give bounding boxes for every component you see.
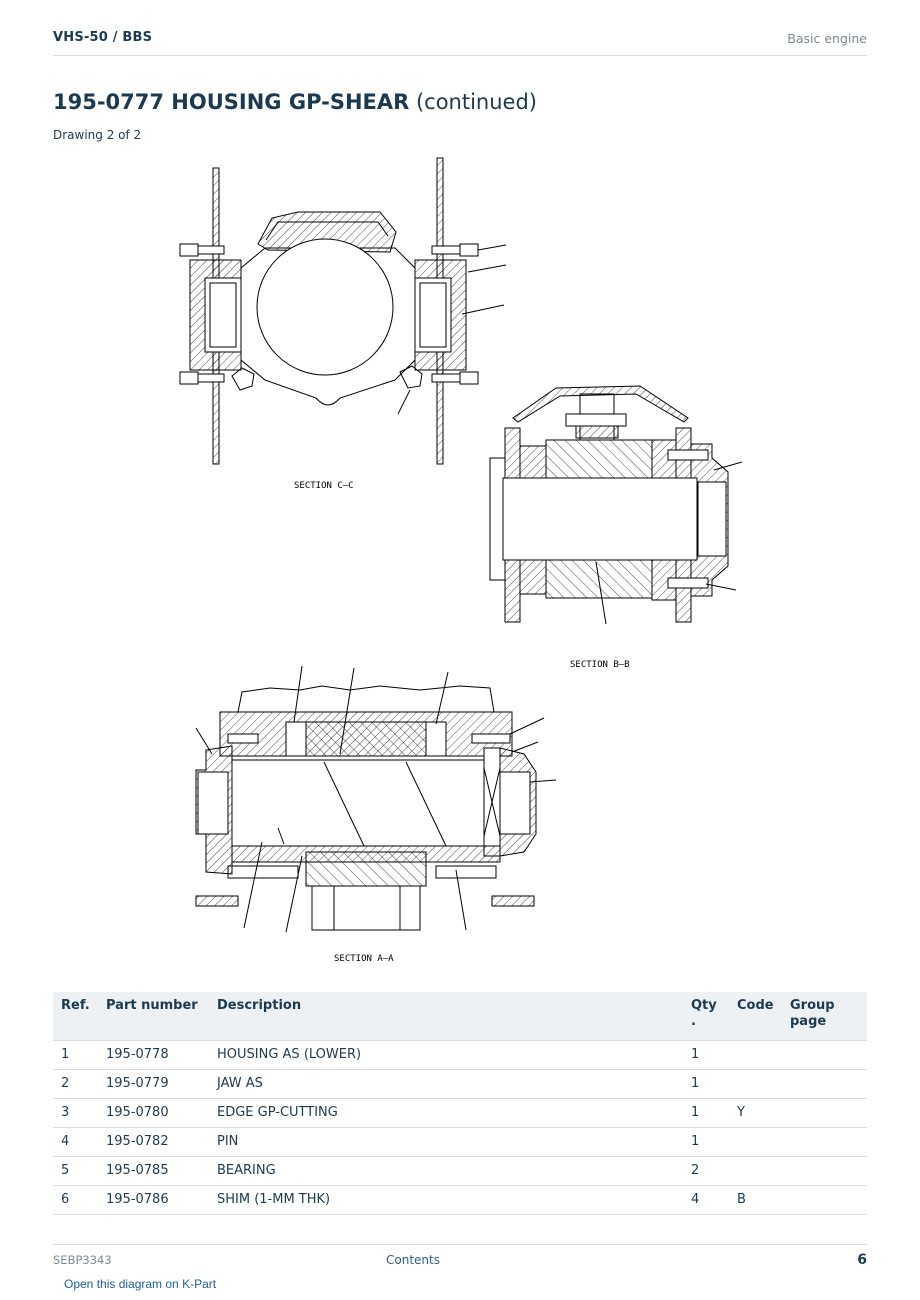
header-group-line1: Group bbox=[790, 998, 835, 1013]
page-header bbox=[53, 28, 867, 56]
cell-group-page bbox=[782, 1098, 867, 1127]
cell-qty: 1 bbox=[683, 1098, 729, 1127]
cell-ref: 6 bbox=[53, 1185, 98, 1214]
header-group-page bbox=[782, 992, 867, 1040]
cell-description: EDGE GP-CUTTING bbox=[209, 1098, 683, 1127]
section-cc-drawing bbox=[180, 158, 506, 464]
cell-code bbox=[729, 1069, 782, 1098]
header-qty-line2: . bbox=[691, 1014, 696, 1029]
cell-part-number: 195-0780 bbox=[98, 1098, 209, 1127]
table-row bbox=[53, 1156, 867, 1185]
cell-part-number: 195-0785 bbox=[98, 1156, 209, 1185]
cell-ref: 4 bbox=[53, 1127, 98, 1156]
cell-ref: 1 bbox=[53, 1040, 98, 1069]
header-description: Description bbox=[209, 992, 683, 1040]
section-bb-drawing bbox=[490, 386, 742, 624]
table-header-row bbox=[53, 992, 867, 1040]
cell-description: SHIM (1-MM THK) bbox=[209, 1185, 683, 1214]
cell-qty: 4 bbox=[683, 1185, 729, 1214]
table-row bbox=[53, 1098, 867, 1127]
section-label: Basic engine bbox=[787, 31, 867, 46]
cell-part-number: 195-0782 bbox=[98, 1127, 209, 1156]
cell-description: HOUSING AS (LOWER) bbox=[209, 1040, 683, 1069]
section-aa-label: SECTION A–A bbox=[334, 954, 394, 964]
cell-part-number: 195-0779 bbox=[98, 1069, 209, 1098]
header-code: Code bbox=[729, 992, 782, 1040]
drawing-subtitle: Drawing 2 of 2 bbox=[53, 128, 142, 142]
cell-group-page bbox=[782, 1156, 867, 1185]
cell-part-number: 195-0778 bbox=[98, 1040, 209, 1069]
table-row bbox=[53, 1069, 867, 1098]
footer-divider bbox=[53, 1244, 867, 1245]
document-id: SEBP3343 bbox=[53, 1253, 112, 1267]
page-number: 6 bbox=[857, 1252, 867, 1268]
cell-group-page bbox=[782, 1040, 867, 1069]
header-group-line2: page bbox=[790, 1014, 827, 1029]
cell-qty: 1 bbox=[683, 1040, 729, 1069]
table-row bbox=[53, 1185, 867, 1214]
cell-code: Y bbox=[729, 1098, 782, 1127]
cell-ref: 5 bbox=[53, 1156, 98, 1185]
header-ref: Ref. bbox=[53, 992, 98, 1040]
cell-code bbox=[729, 1156, 782, 1185]
cell-description: PIN bbox=[209, 1127, 683, 1156]
header-part-number: Part number bbox=[98, 992, 209, 1040]
cell-qty: 1 bbox=[683, 1127, 729, 1156]
cell-qty: 1 bbox=[683, 1069, 729, 1098]
cell-ref: 2 bbox=[53, 1069, 98, 1098]
contents-link[interactable]: Contents bbox=[386, 1253, 440, 1267]
cell-qty: 2 bbox=[683, 1156, 729, 1185]
cell-group-page bbox=[782, 1069, 867, 1098]
cell-ref: 3 bbox=[53, 1098, 98, 1127]
section-bb-label: SECTION B–B bbox=[570, 660, 630, 670]
header-qty bbox=[683, 992, 729, 1040]
model-label: VHS-50 / BBS bbox=[53, 30, 153, 45]
part-group-title: 195-0777 HOUSING GP-SHEAR bbox=[53, 90, 410, 114]
page-title bbox=[53, 90, 537, 114]
cell-code bbox=[729, 1127, 782, 1156]
cell-group-page bbox=[782, 1185, 867, 1214]
cell-code bbox=[729, 1040, 782, 1069]
open-kpart-link[interactable]: Open this diagram on K-Part bbox=[64, 1277, 217, 1291]
cell-group-page bbox=[782, 1127, 867, 1156]
parts-diagram bbox=[0, 150, 920, 980]
header-qty-line1: Qty bbox=[691, 998, 717, 1013]
cell-description: JAW AS bbox=[209, 1069, 683, 1098]
table-row bbox=[53, 1040, 867, 1069]
parts-table bbox=[53, 992, 867, 1215]
cell-description: BEARING bbox=[209, 1156, 683, 1185]
cell-part-number: 195-0786 bbox=[98, 1185, 209, 1214]
section-cc-label: SECTION C–C bbox=[294, 481, 354, 491]
cell-code: B bbox=[729, 1185, 782, 1214]
table-row bbox=[53, 1127, 867, 1156]
title-suffix: (continued) bbox=[409, 90, 537, 114]
section-aa-drawing bbox=[196, 666, 556, 932]
